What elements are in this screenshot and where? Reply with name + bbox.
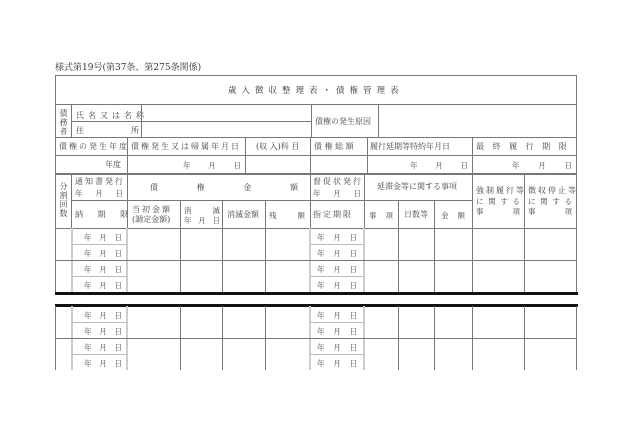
year-unit: 年 xyxy=(410,161,418,170)
divider xyxy=(310,200,472,201)
suspension-label-3 xyxy=(528,206,572,217)
divider xyxy=(524,174,525,293)
due-date-field[interactable] xyxy=(84,248,122,259)
label-char: 残 xyxy=(269,211,277,220)
label-char: 項 xyxy=(512,207,520,216)
due-date-field[interactable] xyxy=(84,342,122,353)
label-char: 金 xyxy=(441,211,449,220)
month-unit: 月 xyxy=(333,359,341,368)
label-char: 額 xyxy=(289,183,298,192)
day-unit: 日 xyxy=(115,189,123,198)
balance-label xyxy=(269,210,305,221)
divider xyxy=(434,200,435,293)
label-char: 分 xyxy=(59,182,68,191)
year-unit: 年 xyxy=(317,343,325,352)
month-unit: 月 xyxy=(333,249,341,258)
header-total-claim: 債 権 総 額 xyxy=(314,142,354,151)
day-unit: 日 xyxy=(233,161,241,170)
day-unit: 日 xyxy=(114,265,122,274)
header-final-deadline: 最 終 履 行 期 限 xyxy=(476,142,570,151)
designated-deadline-field[interactable] xyxy=(317,358,357,369)
section-break-top xyxy=(55,304,578,307)
divider xyxy=(55,228,576,229)
year-unit: 年 xyxy=(317,249,325,258)
label-char: 割 xyxy=(59,191,68,200)
suspension-label: 徴収停止等 xyxy=(528,186,578,195)
month-unit: 月 xyxy=(333,311,341,320)
designated-deadline-field[interactable] xyxy=(317,280,357,291)
label-char: る xyxy=(512,197,520,206)
year-unit: 年 xyxy=(317,233,325,242)
month-unit: 月 xyxy=(208,161,216,170)
day-unit: 日 xyxy=(114,249,122,258)
day-unit: 日 xyxy=(349,281,357,290)
year-unit: 年 xyxy=(512,161,520,170)
label-char: 事 xyxy=(369,211,377,220)
section-break-bottom xyxy=(55,292,578,295)
label-char: 債 xyxy=(150,183,158,192)
installment-count-label xyxy=(59,182,68,218)
cause-field[interactable] xyxy=(379,106,575,136)
day-unit: 日 xyxy=(564,161,572,170)
debtor-label xyxy=(59,109,68,136)
day-unit: 日 xyxy=(114,281,122,290)
header-revenue-item: (収 入)科 目 xyxy=(256,142,300,151)
fiscal-year-suffix: 年度 xyxy=(105,160,121,169)
enforcement-label-3 xyxy=(476,206,520,217)
designated-deadline-field[interactable] xyxy=(317,310,357,321)
label-char: す xyxy=(500,197,508,206)
day-unit: 日 xyxy=(353,189,361,198)
late-fee-item-label xyxy=(369,210,393,221)
year-unit: 年 xyxy=(84,343,92,352)
notice-date-label xyxy=(75,188,123,199)
year-unit: 年 xyxy=(317,311,325,320)
year-unit: 年 xyxy=(84,359,92,368)
occurrence-date-field[interactable] xyxy=(183,160,241,171)
designated-deadline-field[interactable] xyxy=(317,248,357,259)
label-char: 数 xyxy=(59,209,68,218)
late-fee-label: 延滞金等に関する事項 xyxy=(377,182,457,191)
label-char: 額 xyxy=(297,211,305,220)
divider xyxy=(71,200,127,201)
header-fiscal-year: 債権の発生年度 xyxy=(59,142,129,151)
month-unit: 月 xyxy=(95,189,103,198)
extinct-amount-label: 消滅金額 xyxy=(227,210,259,219)
label-char: 事 xyxy=(476,207,484,216)
due-date-field[interactable] xyxy=(84,326,122,337)
year-unit: 年 xyxy=(317,359,325,368)
day-unit: 日 xyxy=(460,161,468,170)
enforcement-label: 強制履行等 xyxy=(476,186,526,195)
day-unit: 日 xyxy=(114,343,122,352)
label-char: 項 xyxy=(564,207,572,216)
year-unit: 年 xyxy=(84,265,92,274)
divider xyxy=(55,137,576,138)
year-unit: 年 xyxy=(184,216,192,225)
final-deadline-field[interactable] xyxy=(512,160,572,171)
day-unit: 日 xyxy=(349,311,357,320)
year-unit: 年 xyxy=(84,281,92,290)
designated-deadline-field[interactable] xyxy=(317,264,357,275)
reminder-label: 督促状発行 xyxy=(313,177,363,186)
month-unit: 月 xyxy=(99,281,107,290)
day-unit: 日 xyxy=(349,343,357,352)
year-unit: 年 xyxy=(75,189,83,198)
label-char: 回 xyxy=(59,200,68,209)
month-unit: 月 xyxy=(538,161,546,170)
label-char: 事 xyxy=(528,207,536,216)
month-unit: 月 xyxy=(333,343,341,352)
assessed-amount-label: (調定金額) xyxy=(132,215,171,224)
divider xyxy=(472,174,473,293)
divider xyxy=(180,200,181,293)
debtor-char: 債 xyxy=(59,109,68,118)
form-title: 歳入徴収整理表・債権管理表 xyxy=(228,86,404,96)
month-unit: 月 xyxy=(99,359,107,368)
day-unit: 日 xyxy=(349,359,357,368)
label-char: に xyxy=(528,197,536,206)
label-char: 額 xyxy=(457,211,465,220)
month-unit: 月 xyxy=(333,233,341,242)
day-unit: 日 xyxy=(114,311,122,320)
divider xyxy=(576,306,577,370)
label-char: す xyxy=(552,197,560,206)
day-unit: 日 xyxy=(349,233,357,242)
month-unit: 月 xyxy=(435,161,443,170)
divider xyxy=(222,200,223,293)
divider xyxy=(311,104,312,137)
day-unit: 日 xyxy=(114,327,122,336)
month-unit: 月 xyxy=(99,249,107,258)
label-char: 滅 xyxy=(212,206,220,215)
label-char: 項 xyxy=(385,211,393,220)
divider xyxy=(55,338,576,339)
month-unit: 月 xyxy=(99,327,107,336)
year-unit: 年 xyxy=(84,249,92,258)
month-unit: 月 xyxy=(333,265,341,274)
divider xyxy=(311,276,364,277)
year-unit: 年 xyxy=(84,311,92,320)
year-unit: 年 xyxy=(317,327,325,336)
extinct-date-label xyxy=(184,215,220,226)
label-char: 関 xyxy=(488,197,496,206)
due-date-field[interactable] xyxy=(84,232,122,243)
late-fee-amount-label xyxy=(441,210,465,221)
form-caption: 様式第19号(第37条、第275条関係) xyxy=(55,63,202,73)
divider xyxy=(127,200,310,201)
debtor-char: 務 xyxy=(59,118,68,127)
debtor-name-field[interactable] xyxy=(142,106,310,120)
due-date-label: 納 期 限 xyxy=(75,210,135,219)
due-date-field[interactable] xyxy=(84,280,122,291)
reminder-date-label xyxy=(313,188,361,199)
divider xyxy=(72,322,127,323)
initial-amount-label: 当初金額 xyxy=(132,205,172,214)
day-unit: 日 xyxy=(114,359,122,368)
month-unit: 月 xyxy=(99,343,107,352)
due-date-field[interactable] xyxy=(84,264,122,275)
divider xyxy=(311,322,364,323)
year-unit: 年 xyxy=(317,265,325,274)
month-unit: 月 xyxy=(333,189,341,198)
year-unit: 年 xyxy=(84,327,92,336)
month-unit: 月 xyxy=(99,233,107,242)
label-char: に xyxy=(476,197,484,206)
month-unit: 月 xyxy=(99,265,107,274)
year-unit: 年 xyxy=(84,233,92,242)
due-date-field[interactable] xyxy=(84,358,122,369)
day-unit: 日 xyxy=(349,327,357,336)
day-unit: 日 xyxy=(212,216,220,225)
due-date-field[interactable] xyxy=(84,310,122,321)
divider xyxy=(72,244,127,245)
designated-deadline-field[interactable] xyxy=(317,342,357,353)
address-label-1: 住 xyxy=(76,126,84,135)
designated-deadline-field[interactable] xyxy=(317,232,357,243)
debtor-address-field[interactable] xyxy=(142,122,310,136)
month-unit: 月 xyxy=(99,311,107,320)
border-right xyxy=(576,75,577,293)
divider xyxy=(55,260,576,261)
year-unit: 年 xyxy=(313,189,321,198)
designated-deadline-field[interactable] xyxy=(317,326,357,337)
divider xyxy=(55,104,576,105)
divider xyxy=(55,173,576,175)
year-unit: 年 xyxy=(317,281,325,290)
cause-label: 債権の発生原因 xyxy=(315,117,371,126)
label-char: 関 xyxy=(540,197,548,206)
year-unit: 年 xyxy=(183,161,191,170)
divider xyxy=(72,276,127,277)
divider xyxy=(311,354,364,355)
border-top xyxy=(55,75,576,76)
header-deferral-date: 履行延期等特約年月日 xyxy=(370,142,450,151)
claim-amount-label xyxy=(150,182,298,193)
day-unit: 日 xyxy=(349,265,357,274)
day-unit: 日 xyxy=(114,233,122,242)
label-char: 権 xyxy=(196,183,205,192)
month-unit: 月 xyxy=(333,327,341,336)
designated-deadline-label: 指定期限 xyxy=(313,210,353,219)
divider xyxy=(311,244,364,245)
label-char: る xyxy=(564,197,572,206)
day-unit: 日 xyxy=(349,249,357,258)
notice-label: 通知書発行 xyxy=(75,177,125,186)
deferral-date-field[interactable] xyxy=(410,160,468,171)
divider xyxy=(398,200,399,293)
divider xyxy=(72,354,127,355)
debtor-char: 者 xyxy=(59,127,68,136)
month-unit: 月 xyxy=(198,216,206,225)
total-claim-field[interactable] xyxy=(311,156,366,172)
header-occurrence-date: 債権発生又は帰属年月日 xyxy=(131,142,241,151)
name-label: 氏名又は名称 xyxy=(76,111,148,120)
address-label-2: 所 xyxy=(131,126,139,135)
divider xyxy=(265,200,266,293)
label-char: 消 xyxy=(184,206,192,215)
label-char: 金 xyxy=(243,183,252,192)
late-fee-days-label: 日数等 xyxy=(404,210,428,219)
revenue-item-field[interactable] xyxy=(246,156,309,172)
month-unit: 月 xyxy=(333,281,341,290)
